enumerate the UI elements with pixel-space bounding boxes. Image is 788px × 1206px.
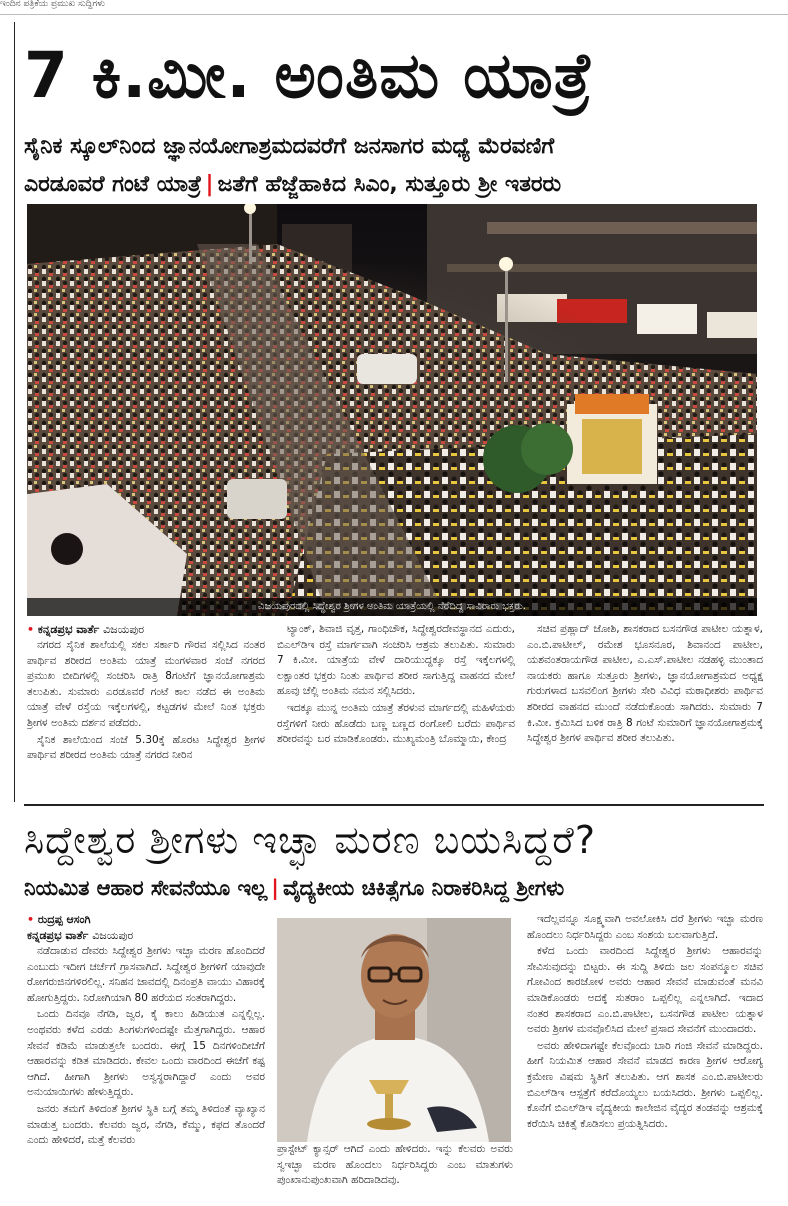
story-divider [24, 804, 764, 806]
story1-column-1 [27, 622, 265, 798]
subhead-separator: | [271, 876, 279, 900]
byline-place: ವಿಜಯಪುರ [103, 623, 145, 636]
story2-byline [27, 928, 265, 944]
story2-subhead-part-a: ನಿಯಮಿತ ಆಹಾರ ಸೇವನೆಯೂ ಇಲ್ಲ [24, 876, 268, 900]
author-name: ರುದ್ರಪ್ಪ ಆಸಂಗಿ [37, 913, 91, 926]
author-dot: • [27, 913, 35, 926]
paragraph: ಒಂದು ದಿನವೂ ನೆಗಡಿ, ಜ್ವರ, ಕೈ ಕಾಲು ಹಿಡಿಯುತ ಎನ್ನಲ್ಲಿಲ್ಲ. ಅಂಥವರು ಕಳೆದ ಎರಡು ತಿಂಗಳುಗಳಿಂದಷ್ಟೇ ಮೆತ್ತಗಾಗಿದ್ದರು. ಆಹಾರ ಸೇವನೆ ಕಡಿಮೆ ಮಾಡುತ್ತಲೇ ಬಂದರು. ಈಗ್ಗೆ 15 ದಿನಗಳಿಂದೀಚೆಗೆ ಆಹಾರವನ್ನು ಕಡಿತ ಮಾಡಿದರು. ಕೇವಲ ಒಂದು ವಾರದಿಂದ ಈಚೆಗೆ ಕಷ್ಟ ಆಗಿದೆ. ಹೀಗಾಗಿ ಶ್ರೀಗಳು ಅಸ್ವಸ್ಥರಾಗಿದ್ದಾರೆ ಎಂದು ಅವರ ಅನುಯಾಯಿಗಳು ಹೇಳುತ್ತಿದ್ದರು. [27, 1008, 265, 1099]
top-strip [0, 0, 788, 15]
story1-subhead-part-a: ಎರಡೂವರೆ ಗಂಟೆ ಯಾತ್ರೆ [24, 172, 202, 197]
byline-dot: • [27, 623, 35, 636]
story1-byline [27, 622, 265, 638]
story2-subhead [24, 870, 776, 906]
top-strip-text: ಇಂದಿನ ಪತ್ರಿಕೆಯ ಪ್ರಮುಖ ಸುದ್ದಿಗಳು [0, 0, 105, 9]
swamiji-photo [277, 918, 511, 1142]
story1-headline: 7 ಕಿ.ಮೀ. ಅಂತಿಮ ಯಾತ್ರೆ [24, 39, 594, 112]
story1-column-3 [527, 622, 763, 798]
story2-column-3 [527, 912, 763, 1202]
paragraph: ನಡೆದಾಡುವ ದೇವರು ಸಿದ್ದೇಶ್ವರ ಶ್ರೀಗಳು ಇಚ್ಛಾ ಮರಣ ಹೊಂದಿದರೆ ಎಂಬುದು ಇದೀಗ ಚರ್ಚೆಗೆ ಗ್ರಾಸವಾಗಿದೆ. ಸಿದ್ದೇಶ್ವರ ಶ್ರೀಗಳಿಗೆ ಯಾವುದೇ ರೋಗರುಜಿನಗಳಿರಲಿಲ್ಲ. ಸನಿಹನ ಜಾವದಲ್ಲಿ ದಿನಂಪ್ರತಿ ವಾಯು ವಿಹಾರಕ್ಕೆ ಹೋಗುತ್ತಿದ್ದರು. ನಿರೋಗಿಯಾಗಿ 80 ಹರೆಯದ ಸಂತರಾಗಿದ್ದರು. [27, 945, 265, 1004]
byline-paper: ಕನ್ನಡಪ್ರಭ ವಾರ್ತೆ [37, 623, 100, 636]
story2-headline: ಸಿದ್ದೇಶ್ವರ ಶ್ರೀಗಳು ಇಚ್ಛಾ ಮರಣ ಬಯಸಿದ್ದರೆ? [24, 818, 596, 862]
story2-subhead-part-b: ವೈದ್ಯಕೀಯ ಚಿಕಿತ್ಸೆಗೂ ನಿರಾಕರಿಸಿದ್ದ ಶ್ರೀಗಳು [282, 876, 565, 900]
paragraph: ನಗರದ ಸೈನಿಕ ಶಾಲೆಯಲ್ಲಿ ಸಕಲ ಸರ್ಕಾರಿ ಗೌರವ ಸಲ್ಲಿಸಿದ ನಂತರ ಪಾರ್ಥಿವ ಶರೀರದ ಅಂತಿಮ ಯಾತ್ರೆ ಮಂಗಳವಾರ ಸಂಜೆ ನಗರದ ಪ್ರಮುಖ ಬೀದಿಗಳಲ್ಲಿ ಸಂಚರಿಸಿ ರಾತ್ರಿ 8ಗಂಟೆಗೆ ಜ್ಞಾನಯೋಗಾಶ್ರಮ ತಲುಪಿತು. ಸುಮಾರು ಎರಡೂವರೆ ಗಂಟೆ ಕಾಲ ನಡೆದ ಈ ಅಂತಿಮ ಯಾತ್ರೆ ವೇಳೆ ರಸ್ತೆಯ ಇಕ್ಕೆಲಗಳಲ್ಲಿ, ಕಟ್ಟಡಗಳ ಮೇಲೆ ನಿಂತ ಭಕ್ತರು ಶ್ರೀಗಳ ಅಂತಿಮ ದರ್ಶನ ಪಡೆದರು. [27, 639, 265, 729]
story2-column-1 [27, 912, 265, 1202]
story1-subhead-line1: ಸೈನಿಕ ಸ್ಕೂಲ್‌ನಿಂದ ಜ್ಞಾನಯೋಗಾಶ್ರಮದವರೆಗೆ ಜನಸಾಗರ ಮಧ್ಯೆ ಮೆರವಣಿಗೆ [24, 134, 555, 159]
paragraph: ಇದಕ್ಕೂ ಮುನ್ನ ಅಂತಿಮ ಯಾತ್ರೆ ತೆರಳುವ ಮಾರ್ಗದಲ್ಲಿ ಮಹಿಳೆಯರು ರಸ್ತೆಗಳಿಗೆ ನೀರು ಹೊಡೆದು ಬಣ್ಣ ಬಣ್ಣದ ರಂಗೋಲಿ ಬರೆದು ಪಾರ್ಥಿವ ಶರೀರವನ್ನು ಬರ ಮಾಡಿಕೊಂಡರು. ಮುಖ್ಯಮಂತ್ರಿ ಬೊಮ್ಮಾಯಿ, ಕೇಂದ್ರ [277, 701, 515, 746]
procession-photo [27, 204, 757, 616]
story1-subhead-part-b: ಜತೆಗೆ ಹೆಜ್ಜೆಹಾಕಿದ ಸಿಎಂ, ಸುತ್ತೂರು ಶ್ರೀ ಇತರರು [217, 172, 562, 197]
story2-author [27, 912, 265, 928]
story2-column-2-text: ಪ್ರಾಸ್ಟೇಟ್ ಕ್ಯಾನ್ಸರ್ ಆಗಿದೆ ಎಂದು ಹೇಳಿದರು. ಇನ್ನು ಕೆಲವರು ಅವರು ಸ್ವಇಚ್ಛಾ ಮರಣ ಹೊಂದಲು ನಿರ್ಧರಿಸಿದ್ದರು ಎಂಬ ಮಾತುಗಳು ಪುಂಖಾನುಪುಂಖವಾಗಿ ಹರಿದಾಡಿದವು. [277, 1143, 513, 1187]
paragraph: ಸಚಿವ ಪ್ರಹ್ಲಾದ್ ಜೋಶಿ, ಶಾಸಕರಾದ ಬಸನಗೌಡ ಪಾಟೀಲ ಯತ್ನಾಳ, ಎಂ.ಬಿ.ಪಾಟೀಲ್, ರಮೇಶ ಭೂಸನೂರ, ಶಿವಾನಂದ ಪಾಟೀಲ, ಯಶವಂತರಾಯಗೌಡ ಪಾಟೀಲ, ಎ.ಎಸ್.ಪಾಟೀಲ ನಡಹಳ್ಳಿ ಮುಂತಾದ ನಾಯಕರು ಹಾಗೂ ಸುತ್ತೂರು ಶ್ರೀಗಳು, ಜ್ಞಾನಯೋಗಾಶ್ರಮದ ಅಧ್ಯಕ್ಷ ಗುರುಗಳಾದ ಬಸವಲಿಂಗ ಶ್ರೀಗಳು ಸೇರಿ ವಿವಿಧ ಮಠಾಧೀಶರು ಪಾರ್ಥಿವ ಶರೀರದ ವಾಹನದ ಮುಂದೆ ನಡೆದುಕೊಂಡು ಸಾಗಿದರು. ಸುಮಾರು 7 ಕಿ.ಮೀ. ಕ್ರಮಿಸಿದ ಬಳಿಕ ರಾತ್ರಿ 8 ಗಂಟೆ ಸುಮಾರಿಗೆ ಜ್ಞಾನಯೋಗಾಶ್ರಮಕ್ಕೆ ಸಿದ್ಧೇಶ್ವರ ಶ್ರೀಗಳ ಪಾರ್ಥಿವ ಶರೀರ ತಲುಪಿತು. [527, 623, 763, 745]
paragraph: ಸೈನಿಕ ಶಾಲೆಯಿಂದ ಸಂಜೆ 5.30ಕ್ಕೆ ಹೊರಟ ಸಿದ್ಧೇಶ್ವರ ಶ್ರೀಗಳ ಪಾರ್ಥಿವ ಶರೀರದ ಅಂತಿಮ ಯಾತ್ರೆ ನಗರದ ನೀರಿನ [27, 733, 265, 762]
left-column-rule [14, 22, 15, 802]
subhead-separator: | [205, 172, 214, 197]
paragraph: ಟ್ಯಾಂಕ್, ಶಿವಾಜಿ ವೃತ್ತ, ಗಾಂಧಿಚೌಕ, ಸಿದ್ಧೇಶ್ವರದೇವಸ್ಥಾನದ ಎದುರು, ಬಿಎಲ್‌ಡಿಇ ರಸ್ತೆ ಮಾರ್ಗವಾಗಿ ಸಂಚರಿಸಿ ಆಶ್ರಮ ತಲುಪಿತು. ಸುಮಾರು 7 ಕಿ.ಮೀ. ಯಾತ್ರೆಯ ವೇಳೆ ದಾರಿಯುದ್ದಕ್ಕೂ ರಸ್ತೆ ಇಕ್ಕೆಲಗಳಲ್ಲಿ ಲಕ್ಷಾಂತರ ಭಕ್ತರು ನಿಂತು ಪಾರ್ಥಿವ ಶರೀರ ಸಾಗುತ್ತಿದ್ದ ವಾಹನದ ಮೇಲೆ ಹೂವು ಚೆಲ್ಲಿ ಅಂತಿಮ ನಮನ ಸಲ್ಲಿಸಿದರು. [277, 623, 515, 698]
byline-paper: ಕನ್ನಡಪ್ರಭ ವಾರ್ತೆ [27, 929, 89, 942]
paragraph: ಅವರು ಹೇಳಿದಾಗಷ್ಟೇ ಕೆಲವೊಂದು ಬಾರಿ ಗಂಜಿ ಸೇವನೆ ಮಾಡಿದ್ದರು. ಹೀಗೆ ನಿಯಮಿತ ಆಹಾರ ಸೇವನೆ ಮಾಡದ ಕಾರಣ ಶ್ರೀಗಳ ಆರೋಗ್ಯ ಕ್ರಮೇಣ ವಿಷಮ ಸ್ಥಿತಿಗೆ ತಲುಪಿತು. ಆಗ ಶಾಸಕ ಎಂ.ಬಿ.ಪಾಟೀಲರು ಬಿಎಲ್‌ಡಿಇ ಆಸ್ಪತ್ರೆಗೆ ಕರೆದೊಯ್ಯಲು ಬಯಸಿದರು. ಶ್ರೀಗಳು ಒಪ್ಪಲಿಲ್ಲ. ಕೊನೆಗೆ ಬಿಎಲ್‌ಡಿಇ ವೈದ್ಯಕೀಯ ಕಾಲೇಜಿನ ವೈದ್ಯರ ತಂಡವನ್ನು ಆಶ್ರಮಕ್ಕೆ ಕರೆಯಿಸಿ ಚಿಕಿತ್ಸೆ ಕೊಡಿಸಲು ಪ್ರಯತ್ನಿಸಿದರು. [527, 1039, 763, 1130]
byline-place: ವಿಜಯಪುರ [92, 929, 134, 942]
paragraph: ಕಳೆದ ಒಂದು ವಾರದಿಂದ ಸಿದ್ದೇಶ್ವರ ಶ್ರೀಗಳು ಆಹಾರವನ್ನು ಸೇವಿಸುವುದನ್ನು ಬಿಟ್ಟರು. ಈ ಸುದ್ದಿ ತಿಳಿದು ಜಲ ಸಂಪನ್ಮೂಲ ಸಚಿವ ಗೋವಿಂದ ಕಾರಜೋಳ ಅವರು ಆಹಾರ ಸೇವನೆ ಮಾಡುವಂತೆ ಮನವಿ ಮಾಡಿಕೊಂಡರು ಅದಕ್ಕೆ ಸುತರಾಂ ಒಪ್ಪಲಿಲ್ಲ ಎನ್ನಲಾಗಿದೆ. ಇದಾದ ನಂತರ ಶಾಸಕರಾದ ಎಂ.ಬಿ.ಪಾಟೀಲ, ಬಸನಗೌಡ ಪಾಟೀಲ ಯತ್ನಾಳ ಅವರು ಶ್ರೀಗಳ ಮನವೊಲಿಸಿದ ಮೇಲೆ ಪ್ರಸಾದ ಸೇವನೆಗೆ ಮುಂದಾದರು. [527, 945, 763, 1036]
story1-subhead-line2 [24, 166, 776, 204]
paragraph: ಜನರು ತಮಗೆ ತಿಳಿದಂತೆ ಶ್ರೀಗಳ ಸ್ಥಿತಿ ಬಗ್ಗೆ ತಮ್ಮ ತಿಳಿದಂತೆ ವ್ಯಾಖ್ಯಾನ ಮಾಡುತ್ತ ಬಂದರು. ಕೆಲವರು ಜ್ವರ, ನೆಗಡಿ, ಕೆಮ್ಮು, ಕಫದ ತೊಂದರೆ ಎಂದು ಹೇಳಿದರೆ, ಮತ್ತೆ ಕೆಲವರು [27, 1102, 265, 1147]
story1-column-2 [277, 622, 515, 798]
swamiji-portrait-illustration [277, 918, 511, 1142]
paragraph: ಇದೆಲ್ಲವನ್ನೂ ಸೂಕ್ಷ್ಮವಾಗಿ ಅವಲೋಕಿಸಿ ದರೆ ಶ್ರೀಗಳು ಇಚ್ಛಾ ಮರಣ ಹೊಂದಲು ನಿರ್ಧರಿಸಿದ್ದರು ಎಂಬ ಸಂಶಯ ಬಲವಾಗುತ್ತಿದೆ. [527, 913, 763, 941]
procession-photo-caption: ವಿಜಯಪುರದಲ್ಲಿ ಸಿದ್ಧೇಶ್ವರ ಶ್ರೀಗಳ ಅಂತಿಮ ಯಾತ್ರೆಯಲ್ಲಿ ನೆರೆದಿದ್ದ ಸಾವಿರಾರು ಭಕ್ತರು. [27, 598, 757, 616]
procession-photo-illustration [27, 204, 757, 616]
